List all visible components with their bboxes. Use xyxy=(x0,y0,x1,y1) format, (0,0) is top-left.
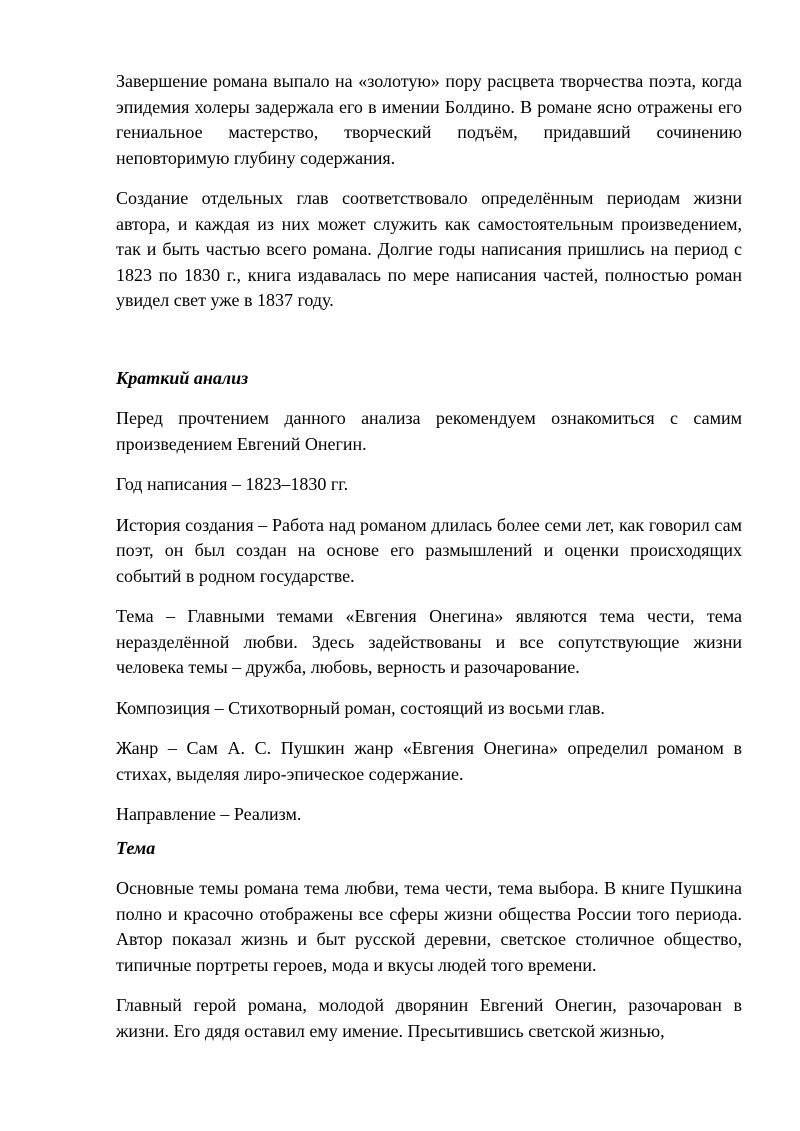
analysis-theme: Тема – Главными темами «Евгения Онегина» являются тема чести, тема неразделённой любви. Здесь задействованы и все сопутствующие жизни человека темы – дружба, любовь, верность и разочарование. xyxy=(116,606,742,677)
paragraph-boldino: Завершение романа выпало на «золотую» пору расцвета творчества поэта, когда эпидемия холеры задержала его в имении Болдино. В романе ясно отражены его гениальное мастерство, творческий подъём, придавший сочинению неповторимую глубину содержания. xyxy=(116,71,742,168)
heading-brief-analysis: Краткий анализ xyxy=(116,367,249,388)
paragraph-chapters-history: Создание отдельных глав соответствовало определённым периодам жизни автора, и каждая из них может служить как самостоятельным произведением, так и быть частью всего романа. Долгие годы написания пришлись на период с 1823 по 1830 г., книга издавалась по мере написания частей, полностью роман увидел свет уже в 1837 году. xyxy=(116,188,742,310)
analysis-history: История создания – Работа над романом длилась более семи лет, как говорил сам поэт, он был создан на основе его размышлений и оценки происходящих событий в родном государстве. xyxy=(116,514,742,586)
analysis-composition: Композиция – Стихотворный роман, состоящий из восьми глав. xyxy=(116,697,605,718)
analysis-year: Год написания – 1823–1830 гг. xyxy=(116,474,349,494)
heading-theme: Тема xyxy=(116,837,156,858)
theme-paragraph-main: Основные темы романа тема любви, тема чести, тема выбора. В книге Пушкина полно и красочно отображены все сферы жизни общества России того периода. Автор показал жизнь и быт русской деревни, светское столичное общество, типичные портреты героев, мода и вкусы людей того времени. xyxy=(116,878,742,975)
analysis-genre: Жанр – Сам А. С. Пушкин жанр «Евгения Онегина» определил романом в стихах, выделяя лиро-эпическое содержание. xyxy=(116,738,742,784)
theme-paragraph-hero: Главный герой романа, молодой дворянин Евгений Онегин, разочарован в жизни. Его дядя оставил ему имение. Пресытившись светской жизнью, xyxy=(116,995,742,1041)
document-body xyxy=(116,69,742,1060)
analysis-direction: Направление – Реализм. xyxy=(116,804,302,824)
analysis-intro: Перед прочтением данного анализа рекомендуем ознакомиться с самим произведением Евгений Онегин. xyxy=(116,408,742,454)
